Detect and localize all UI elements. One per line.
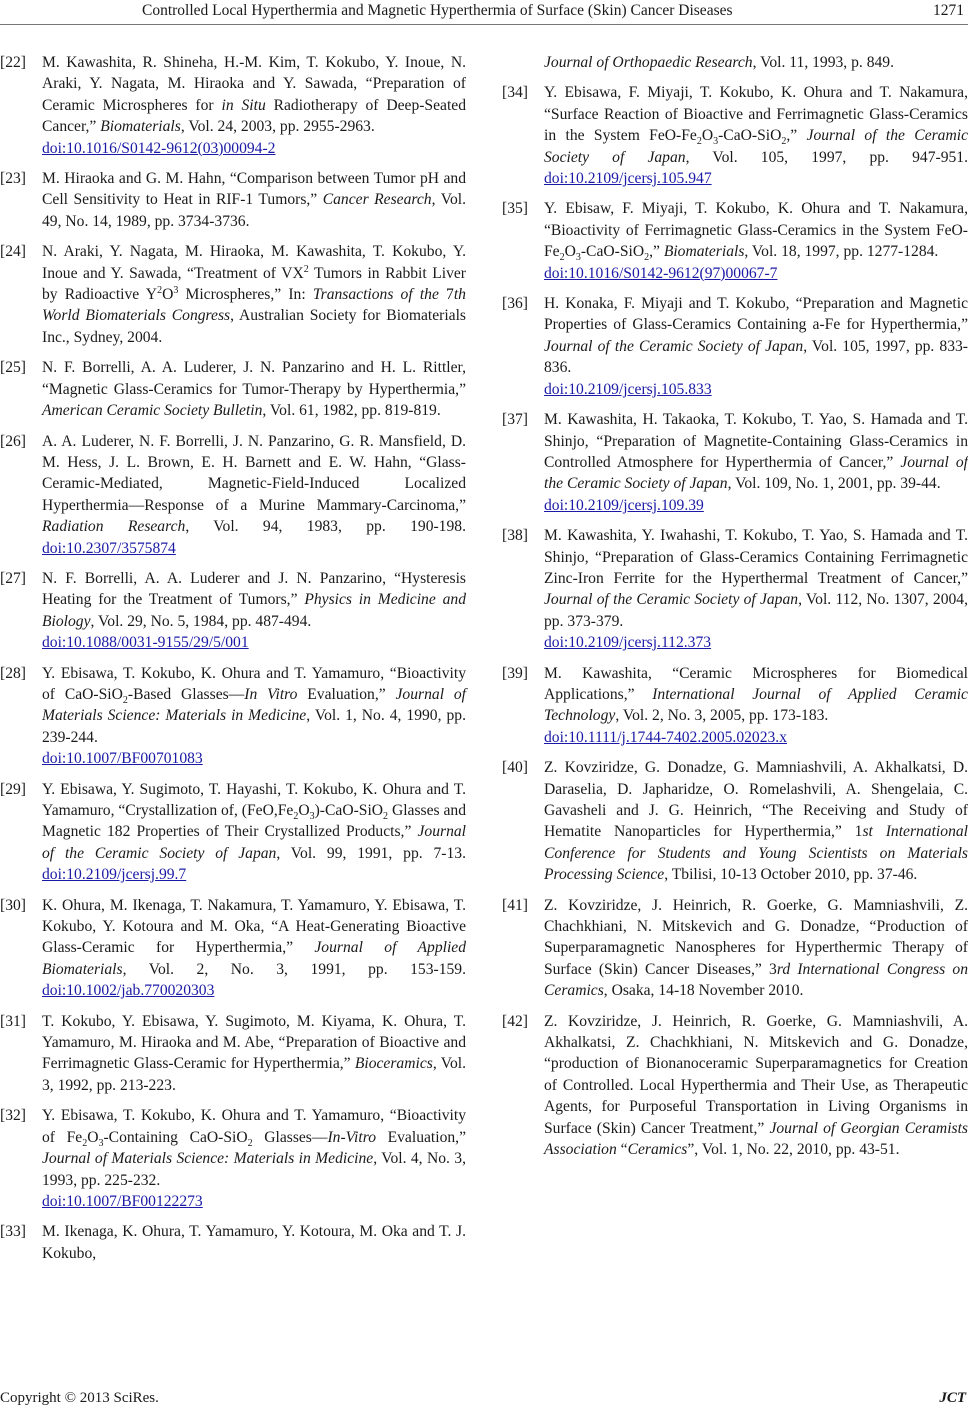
reference-22: [22] M. Kawashita, R. Shineha, H.-M. Kim, T. Kokubo, Y. Inoue, N. Araki, Y. Nagata, M. Hiraoka and Y. Sawada, “Preparation of Ceramic Microspheres for in Situ Radiotherapy of Deep-Seated Cancer,” Biomaterials, Vol. 24, 2003, pp. 2955-2963. doi:10.1016/S0142-9612(03)00094-2 <box>0 54 467 157</box>
reference-number: [37] <box>502 411 528 429</box>
reference-35: [35] Y. Ebisaw, F. Miyaji, T. Kokubo, K. Ohura and T. Nakamura, “Bioactivity of Ferrimagnetic Glass-Ceramics in the System FeO-$Fe_2O_3-CaO-SiO_2$,” Biomaterials, Vol. 18, 1997, pp. 1277-1284. doi:10.1016/S0142-9612(97)00067-7 <box>502 200 968 282</box>
reference-23: [23] M. Hiraoka and G. M. Hahn, “Comparison between Tumor pH and Cell Sensitivity to Heat in RIF-1 Tumors,” Cancer Research, Vol. 49, No. 14, 1989, pp. 3734-3736. <box>0 170 466 230</box>
reference-number: [29] <box>0 780 26 798</box>
reference-number: [34] <box>502 84 528 102</box>
doi-link[interactable]: doi:10.1016/S0142-9612(97)00067-7 <box>544 264 778 282</box>
reference-37: [37] M. Kawashita, H. Takaoka, T. Kokubo, T. Yao, S. Hamada and T. Shinjo, “Preparation of Magnetite-Containing Glass-Ceramics in Controlled Atmosphere for Hyperthermia of Cancer,” Journal of the Ceramic Society of Japan, Vol. 109, No. 1, 2001, pp. 39-44. doi:10.2109/jcersj.109.39 <box>502 411 968 514</box>
journal-name: Journal of the Ceramic Society of Japan <box>42 823 466 862</box>
reference-26: [26] A. A. Luderer, N. F. Borrelli, J. N. Panzarino, G. R. Mansfield, D. M. Hess, J. L. Brown, E. H. Barnett and E. W. Hahn, “Glass-Ceramic-Mediated, Magnetic-Field-Induced Localized Hyperthermia—Response of a Murine Mammary-Carcinoma,” Radiation Research, Vol. 94, 1983, pp. 190-198. doi:10.2307/3575874 <box>0 432 466 557</box>
journal-name: Journal of Applied Biomaterials <box>42 939 466 978</box>
reference-41: [41] Z. Kovziridze, J. Heinrich, R. Goerke, G. Mamniashvili, Z. Chachkhiani, N. Mitskevich and G. Donadze, “Production of Superparamagnetic Nanospheres for Hyperthermic Therapy of Surface (Skin) Cancer Diseases,” 3rd International Congress on Ceramics, Osaka, 14-18 November 2010. <box>502 896 968 1000</box>
reference-number: [28] <box>0 664 26 682</box>
doi-link[interactable]: doi:10.1007/BF00122273 <box>42 1192 203 1210</box>
reference-number: [27] <box>0 569 26 587</box>
journal-name: Journal of the Ceramic Society of Japan <box>544 453 968 493</box>
reference-27: [27] N. F. Borrelli, A. A. Luderer and J. N. Panzarino, “Hysteresis Heating for the Treatment of Tumors,” Physics in Medicine and Biology, Vol. 29, No. 5, 1984, pp. 487-494. doi:10.1088/0031-9155/29/5/001 <box>0 569 466 652</box>
journal-name: Journal of the Ceramic Society of Japan <box>544 127 968 166</box>
page-footer <box>0 1390 968 1412</box>
page-number: 1271 <box>933 2 964 19</box>
reference-number: [26] <box>0 432 26 450</box>
reference-number: [32] <box>0 1107 26 1125</box>
reference-number: [33] <box>0 1223 26 1241</box>
doi-link[interactable]: doi:10.1111/j.1744-7402.2005.02023.x <box>544 728 787 746</box>
reference-number: [41] <box>502 896 528 914</box>
reference-40: [40] Z. Kovziridze, G. Donadze, G. Mamniashvili, A. Akhalkatsi, D. Daraselia, D. Japharidze, O. Romelashvili, A. Shengelaia, C. Gavasheli and J. G. Heinrich, “The Receiving and Study of Hematite Nanoparticles for Hyperthermia,” 1st International Conference for Students and Young Scientists on Materials Processing Science, Tbilisi, 10-13 October 2010, pp. 37-46. <box>502 759 968 884</box>
journal-name: Journal of Materials Science: Materials in Medicine <box>42 1150 374 1168</box>
reference-number: [23] <box>0 170 26 188</box>
reference-31: [31] T. Kokubo, Y. Ebisawa, Y. Sugimoto, M. Kiyama, K. Ohura, T. Yamamuro, M. Hiraoka and M. Abe, “Preparation of Bioactive and Ferrimagnetic Glass-Ceramic for Hyperthermia,” Bioceramics, Vol. 3, 1992, pp. 213-223. <box>0 1012 466 1094</box>
reference-number: [36] <box>502 295 528 313</box>
journal-name: Physics in Medicine and Biology <box>42 591 466 630</box>
copyright-notice: Copyright © 2013 SciRes. <box>0 1390 159 1406</box>
journal-name: Cancer Research <box>322 191 432 209</box>
journal-name: International Journal of Applied Ceramic Technology <box>544 685 968 725</box>
journal-name: Bioceramics <box>354 1055 433 1073</box>
reference-number: [25] <box>0 359 26 377</box>
reference-number: [24] <box>0 243 26 261</box>
doi-link[interactable]: doi:10.2109/jcersj.105.947 <box>544 170 712 188</box>
journal-name: Biomaterials <box>100 118 181 136</box>
reference-25: [25] N. F. Borrelli, A. A. Luderer, J. N. Panzarino and H. L. Rittler, “Magnetic Glass-Ceramics for Tumor-Therapy by Hyperthermia,” American Ceramic Society Bulletin, Vol. 61, 1982, pp. 819-819. <box>0 359 466 420</box>
reference-number: [30] <box>0 896 26 914</box>
reference-42: [42] Z. Kovziridze, J. Heinrich, R. Goerke, G. Mamniashvili, A. Akhalkatsi, Z. Chachkhiani, N. Mitskevich and G. Donadze, “production of Bionanoceramic Superparamagnetics for Creation of Controlled. Local Hyperthermia and Their Use, as Therapeutic Agents, for Purposeful Transportation in Living Organisms in Surface (Skin) Cancer Treatment,” Journal of Georgian Ceramists Association “Ceramics”, Vol. 1, No. 22, 2010, pp. 43-51. <box>502 1012 968 1159</box>
reference-number: [35] <box>502 200 528 218</box>
reference-number: [38] <box>502 527 528 545</box>
journal-name: Journal of Georgian Ceramists Association <box>544 1119 968 1159</box>
doi-link[interactable]: doi:10.2109/jcersj.109.39 <box>544 496 704 514</box>
journal-name: Biomaterials <box>663 243 745 261</box>
reference-39: [39] M. Kawashita, “Ceramic Microspheres for Biomedical Applications,” International Journal of Applied Ceramic Technology, Vol. 2, No. 3, 2005, pp. 173-183. doi:10.1111/j.1744-7402.2005.02023.x <box>502 664 968 746</box>
reference-number: [42] <box>502 1012 528 1030</box>
doi-link[interactable]: doi:10.1016/S0142-9612(03)00094-2 <box>42 139 276 157</box>
doi-link[interactable]: doi:10.2109/jcersj.99.7 <box>42 866 187 884</box>
doi-link[interactable]: doi:10.2307/3575874 <box>42 539 176 557</box>
reference-24: [24] N. Araki, Y. Nagata, M. Hiraoka, M. Kawashita, T. Kokubo, Y. Inoue and Y. Sawada, “Treatment of $VX^2$ Tumors in Rabbit Liver by Radioactive $Y^2O^3$ Microspheres,” In: Transactions of the 7th World Biomaterials Congress, Australian Society for Biomaterials Inc., Sydney, 2004. <box>0 243 466 346</box>
reference-29: [29] Y. Ebisawa, Y. Sugimoto, T. Hayashi, T. Kokubo, K. Ohura and T. Yamamuro, “Crystallization of, $(FeO,Fe_2O_3)-CaO-SiO_2$ Glasses and Magnetic 182 Properties of Their Crystallized Products,” Journal of the Ceramic Society of Japan, Vol. 99, 1991, pp. 7-13. doi:10.2109/jcersj.99.7 <box>0 780 467 884</box>
reference-38: [38] M. Kawashita, Y. Iwahashi, T. Kokubo, T. Yao, S. Hamada and T. Shinjo, “Preparation of Glass-Ceramics Containing Ferrimagnetic Zinc-Iron Ferrite for the Hyperthermal Treatment of Cancer,” Journal of the Ceramic Society of Japan, Vol. 112, No. 1307, 2004, pp. 373-379. doi:10.2109/jcersj.112.373 <box>502 527 968 652</box>
journal-name: Radiation Research <box>42 518 186 536</box>
reference-33-continued: Journal of Orthopaedic Research, Vol. 11, 1993, p. 849. <box>544 54 894 71</box>
journal-name: American Ceramic Society Bulletin <box>42 402 263 420</box>
right-column <box>502 52 968 1170</box>
doi-link[interactable]: doi:10.1007/BF00701083 <box>42 750 203 768</box>
header-rule <box>0 24 968 25</box>
reference-32: [32] Y. Ebisawa, T. Kokubo, K. Ohura and T. Yamamuro, “Bioactivity of $Fe_2O_3$-Containing CaO-SiO$_2$ Glasses—In-Vitro Evaluation,” Journal of Materials Science: Materials in Medicine, Vol. 4, No. 3, 1993, pp. 225-232. doi:10.1007/BF00122273 <box>0 1107 466 1210</box>
journal-name: Journal of Orthopaedic Research <box>544 54 753 71</box>
doi-link[interactable]: doi:10.2109/jcersj.105.833 <box>544 380 712 398</box>
journal-name: rd International Congress on Ceramics <box>544 960 968 1000</box>
journal-name: Journal of the Ceramic Society of Japan <box>544 337 804 355</box>
reference-number: [22] <box>0 54 26 71</box>
journal-name: Transactions of the <box>312 286 447 304</box>
doi-link[interactable]: doi:10.2109/jcersj.112.373 <box>544 634 712 652</box>
doi-link[interactable]: doi:10.1088/0031-9155/29/5/001 <box>42 634 249 652</box>
reference-36: [36] H. Konaka, F. Miyaji and T. Kokubo, “Preparation and Magnetic Properties of Glass-Ceramics Containing a-Fe for Hyperthermia,” Journal of the Ceramic Society of Japan, Vol. 105, 1997, pp. 833-836. doi:10.2109/jcersj.105.833 <box>502 295 968 398</box>
left-column <box>0 52 466 1273</box>
journal-name: Journal of Materials Science: Materials in Medicine <box>42 685 467 725</box>
reference-34: [34] Y. Ebisawa, F. Miyaji, T. Kokubo, K. Ohura and T. Nakamura, “Surface Reaction of Bioactive and Ferrimagnetic Glass-Ceramics in the System FeO-$Fe_2O_3-CaO-SiO_2$,” Journal of the Ceramic Society of Japan, Vol. 105, 1997, pp. 947-951. doi:10.2109/jcersj.105.947 <box>502 84 968 188</box>
reference-number: [39] <box>502 664 528 682</box>
reference-number: [31] <box>0 1012 26 1030</box>
reference-28: [28] Y. Ebisawa, T. Kokubo, K. Ohura and T. Yamamuro, “Bioactivity of CaO-SiO$_2$-Based Glasses—In Vitro Evaluation,” Journal of Materials Science: Materials in Medicine, Vol. 1, No. 4, 1990, pp. 239-244. doi:10.1007/BF00701083 <box>0 664 467 768</box>
reference-33: [33] M. Ikenaga, K. Ohura, T. Yamamuro, Y. Kotoura, M. Oka and T. J. Kokubo, <box>0 1223 466 1262</box>
running-head <box>0 2 968 26</box>
reference-30: [30] K. Ohura, M. Ikenaga, T. Nakamura, T. Yamamuro, Y. Ebisawa, T. Kokubo, Y. Kotoura and M. Oka, “A Heat-Generating Bioactive Glass-Ceramic for Hyperthermia,” Journal of Applied Biomaterials, Vol. 2, No. 3, 1991, pp. 153-159. doi:10.1002/jab.770020303 <box>0 896 466 1000</box>
doi-link[interactable]: doi:10.1002/jab.770020303 <box>42 982 215 1000</box>
journal-abbreviation: JCT <box>939 1390 966 1406</box>
journal-name: st International Conference for Students and Young Scientists on Materials Processing Science <box>544 823 968 884</box>
reference-number: [40] <box>502 759 528 777</box>
journal-name: Journal of the Ceramic Society of Japan <box>544 591 799 609</box>
running-title: Controlled Local Hyperthermia and Magnetic Hyperthermia of Surface (Skin) Cancer Diseases <box>142 2 733 19</box>
